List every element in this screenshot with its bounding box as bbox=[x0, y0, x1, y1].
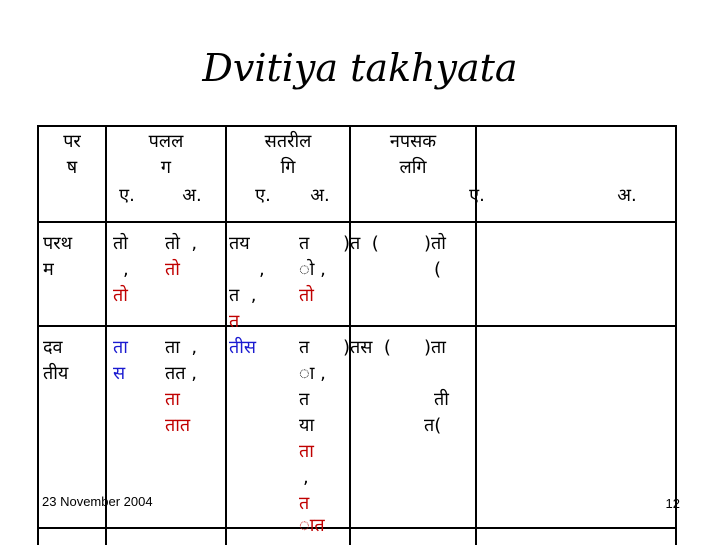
sub-header-singular: ए. bbox=[469, 185, 485, 206]
table-cell: ता , bbox=[165, 337, 198, 358]
table-cell: तो bbox=[299, 285, 314, 306]
row-label-first: परथ म bbox=[43, 233, 73, 280]
header-masculine: पलल ग bbox=[148, 131, 184, 178]
table-cell: तय bbox=[229, 233, 250, 254]
table-cell: तो bbox=[165, 259, 180, 280]
declension-table bbox=[37, 125, 677, 545]
header-person: पर ष bbox=[63, 131, 81, 178]
table-cell: ता bbox=[299, 441, 314, 462]
table-cell: )तो bbox=[424, 233, 446, 254]
table-border-left bbox=[37, 125, 39, 545]
sub-header-singular: ए. bbox=[255, 185, 271, 206]
table-cell: ात bbox=[299, 515, 325, 536]
table-cell: त bbox=[299, 337, 310, 358]
table-cell: ता bbox=[113, 337, 128, 358]
sub-header-plural: अ. bbox=[617, 185, 637, 206]
table-cell: ( bbox=[434, 259, 442, 280]
row-label-second: दव तीय bbox=[43, 337, 69, 384]
table-cell: त bbox=[229, 311, 240, 332]
table-border-right bbox=[675, 125, 677, 545]
table-cell: ा , bbox=[299, 363, 326, 384]
table-cell: , bbox=[259, 259, 265, 280]
table-divider bbox=[225, 125, 227, 545]
table-divider bbox=[37, 221, 677, 223]
table-cell: स bbox=[113, 363, 126, 384]
table-cell: त bbox=[299, 233, 310, 254]
table-cell: त( bbox=[424, 415, 442, 436]
page-number: 12 bbox=[665, 496, 680, 511]
table-cell: )ता bbox=[424, 337, 446, 358]
table-cell: तो , bbox=[165, 233, 198, 254]
table-cell: तात bbox=[165, 415, 191, 436]
header-neuter: नपसक लगि bbox=[389, 131, 437, 178]
table-divider bbox=[37, 527, 677, 529]
table-cell: तीस bbox=[229, 337, 257, 358]
sub-header-plural: अ. bbox=[310, 185, 330, 206]
table-cell: )त ( bbox=[343, 233, 379, 254]
slide-title: Dvitiya takhyata bbox=[202, 46, 518, 90]
sub-header-plural: अ. bbox=[182, 185, 202, 206]
table-divider bbox=[37, 325, 677, 327]
table-cell: तो bbox=[113, 285, 128, 306]
table-cell: तो bbox=[113, 233, 128, 254]
sub-header-singular: ए. bbox=[119, 185, 135, 206]
table-cell: तत , bbox=[165, 363, 197, 384]
header-feminine: सतरील गि bbox=[264, 131, 312, 178]
table-cell: या bbox=[299, 415, 315, 436]
table-cell: , bbox=[123, 259, 129, 280]
table-cell: त bbox=[299, 389, 310, 410]
table-cell: ता bbox=[165, 389, 180, 410]
table-cell: ो , bbox=[299, 259, 326, 280]
table-cell: त , bbox=[229, 285, 257, 306]
table-border-top bbox=[37, 125, 677, 127]
table-cell: त bbox=[299, 493, 310, 514]
table-cell: )तस ( bbox=[343, 337, 391, 358]
table-cell: , bbox=[303, 467, 309, 488]
footer-date: 23 November 2004 bbox=[42, 494, 153, 509]
table-cell: ती bbox=[434, 389, 449, 410]
